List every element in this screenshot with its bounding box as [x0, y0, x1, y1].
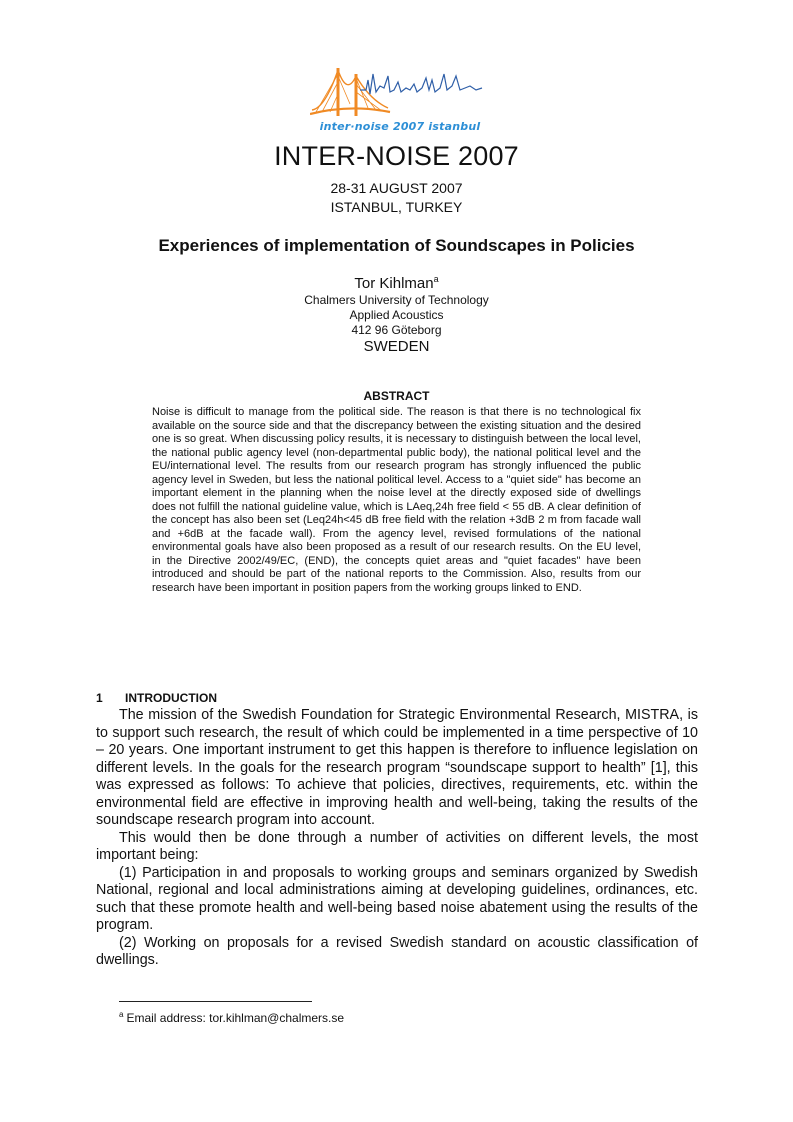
- author-footnote-mark: a: [433, 274, 439, 284]
- affiliation-department: Applied Acoustics: [349, 308, 444, 322]
- footnote-mark: a: [119, 1010, 124, 1019]
- footnote-divider: [119, 1001, 312, 1002]
- paper-title: Experiences of implementation of Soundscapes in Policies: [158, 236, 635, 255]
- conference-place: ISTANBUL, TURKEY: [330, 199, 463, 215]
- abstract-text: Noise is difficult to manage from the political side. The reason is that there is no technological fix available on the source side and that the discrepancy between the existing situation and the desired one is so great. When discussing policy results, it is necessary to distinguish between the local level, the national public agency level (non-departmental public body), the national political level and the EU/international level. The results from our research program has strongly influenced the public agency level in Sweden, but less the national political level. Access to a "quiet side" has become an important element in the planning when the noise level at the directly exposed side of dwellings does not fulfill the national guideline value, which is LAeq,24h free field < 55 dB. A clear definition of the concept has also been set (Leq24h<45 dB free field with the relation +3dB 2 m from facade wall and +6dB at the facade wall). From the agency level, revised formulations of the national environmental goals have also been proposed as a result of our research results. On the EU level, in the Directive 2002/49/EC, (END), the concepts quiet areas and "quiet facades" have been introduced and should be part of the national reports to the Commission. Also, results from our research have been important in position papers from the working groups linked to END.: [152, 406, 641, 594]
- author-name: Tor Kihlman: [354, 275, 434, 292]
- section-number: 1: [96, 691, 103, 705]
- footnote: [119, 1010, 344, 1025]
- footnote-text: Email address: tor.kihlman@chalmers.se: [126, 1011, 345, 1025]
- affiliation-country: SWEDEN: [363, 338, 430, 355]
- logo-text: inter·noise 2007 istanbul: [319, 120, 481, 133]
- section-heading: [96, 691, 217, 705]
- abstract-heading: ABSTRACT: [363, 389, 430, 403]
- conference-title: INTER-NOISE 2007: [274, 141, 519, 171]
- conference-logo: [310, 64, 490, 136]
- affiliation-institution: Chalmers University of Technology: [304, 293, 489, 307]
- body-paragraph: The mission of the Swedish Foundation for Strategic Environmental Research, MISTRA, is to support such research, the result of which could be implemented in a time perspective of 10 – 20 years. One important instrument to get this happen is therefore to influence legislation on different levels. In the goals for the research program “soundscape support to health” [1], this was expressed as follows: To achieve that policies, directives, requirements, etc. within the environmental field are effective in improving health and well-being, taking the results of the soundscape research program into account.: [96, 707, 698, 828]
- body-paragraph: (2) Working on proposals for a revised Swedish standard on acoustic classification of dwellings.: [96, 934, 698, 968]
- section-title: INTRODUCTION: [125, 691, 217, 705]
- affiliation-address: 412 96 Göteborg: [351, 323, 442, 337]
- section-body: [96, 707, 698, 970]
- body-paragraph: This would then be done through a number of activities on different levels, the most important being:: [96, 829, 698, 863]
- author-line: [0, 274, 793, 292]
- bridge-waveform-logo-icon: [310, 64, 490, 124]
- conference-date: 28-31 AUGUST 2007: [330, 180, 463, 196]
- body-paragraph: (1) Participation in and proposals to working groups and seminars organized by Swedish National, regional and local administrations aiming at developing guidelines, ordinances, etc. such that these promote health and well-being based noise abatement using the results of the program.: [96, 864, 698, 933]
